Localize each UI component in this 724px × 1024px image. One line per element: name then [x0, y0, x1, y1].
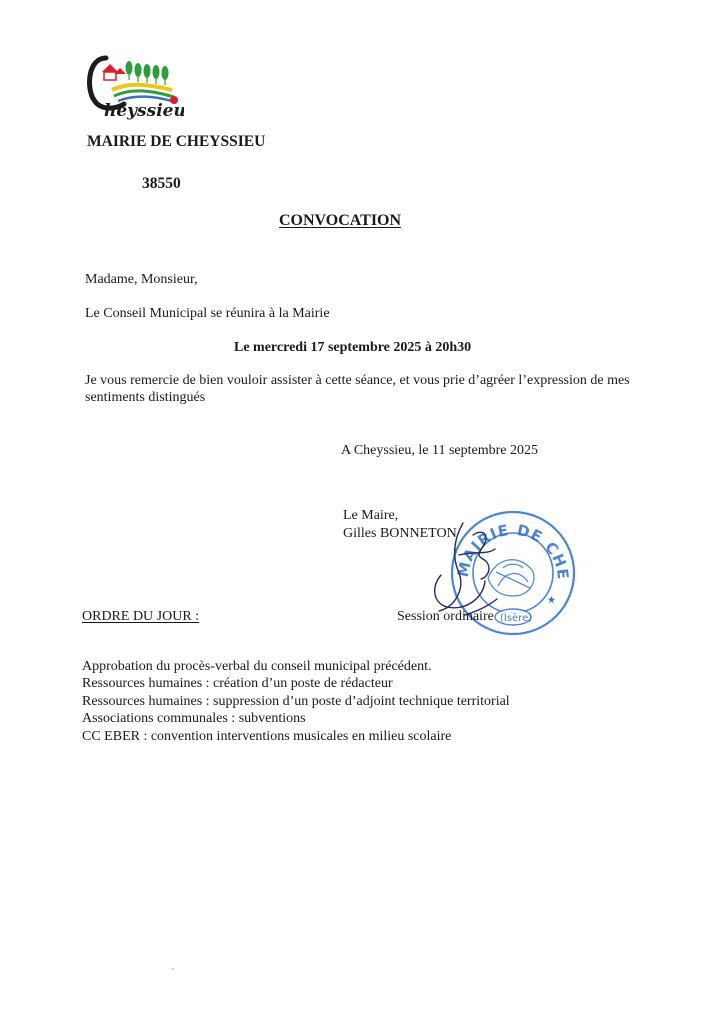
place-date: A Cheyssieu, le 11 septembre 2025 — [341, 443, 539, 458]
svg-text:★: ★ — [547, 595, 556, 606]
agenda-heading: ORDRE DU JOUR : — [82, 609, 200, 624]
mayor-name: Gilles BONNETON — [343, 526, 457, 541]
mayor-title: Le Maire, — [343, 508, 399, 523]
session-type: Session ordinaire — [397, 609, 494, 624]
body-paragraph: Je vous remercie de bien vouloir assister à cette séance, et vous prie d’agréer l’expression de mes sentiments distingués — [85, 373, 630, 405]
svg-text:heyssieu: heyssieu — [104, 101, 184, 121]
postcode: 38550 — [142, 175, 181, 192]
agenda-item: Ressources humaines : suppression d’un poste d’adjoint technique territorial — [82, 693, 510, 709]
document-title: CONVOCATION — [279, 212, 402, 229]
svg-text:MAIRIE DE CHEYSSIEU: MAIRIE DE CHE — [453, 520, 573, 581]
agenda-item: CC EBER : convention interventions musicales en milieu scolaire — [82, 728, 452, 744]
meeting-date: Le mercredi 17 septembre 2025 à 20h30 — [234, 340, 472, 355]
cheyssieu-logo — [84, 50, 184, 122]
scan-speck — [172, 968, 174, 970]
intro-text: Le Conseil Municipal se réunira à la Mairie — [85, 306, 330, 321]
agenda-item: Ressources humaines : création d’un poste de rédacteur — [82, 676, 393, 692]
agenda-list — [82, 658, 510, 745]
agenda-item: Associations communales : subventions — [82, 711, 306, 727]
mairie-title: MAIRIE DE CHEYSSIEU — [87, 133, 266, 150]
svg-text:(Isère): (Isère) — [500, 613, 533, 624]
agenda-item: Approbation du procès-verbal du conseil municipal précédent. — [82, 659, 432, 674]
salutation: Madame, Monsieur, — [85, 272, 198, 287]
